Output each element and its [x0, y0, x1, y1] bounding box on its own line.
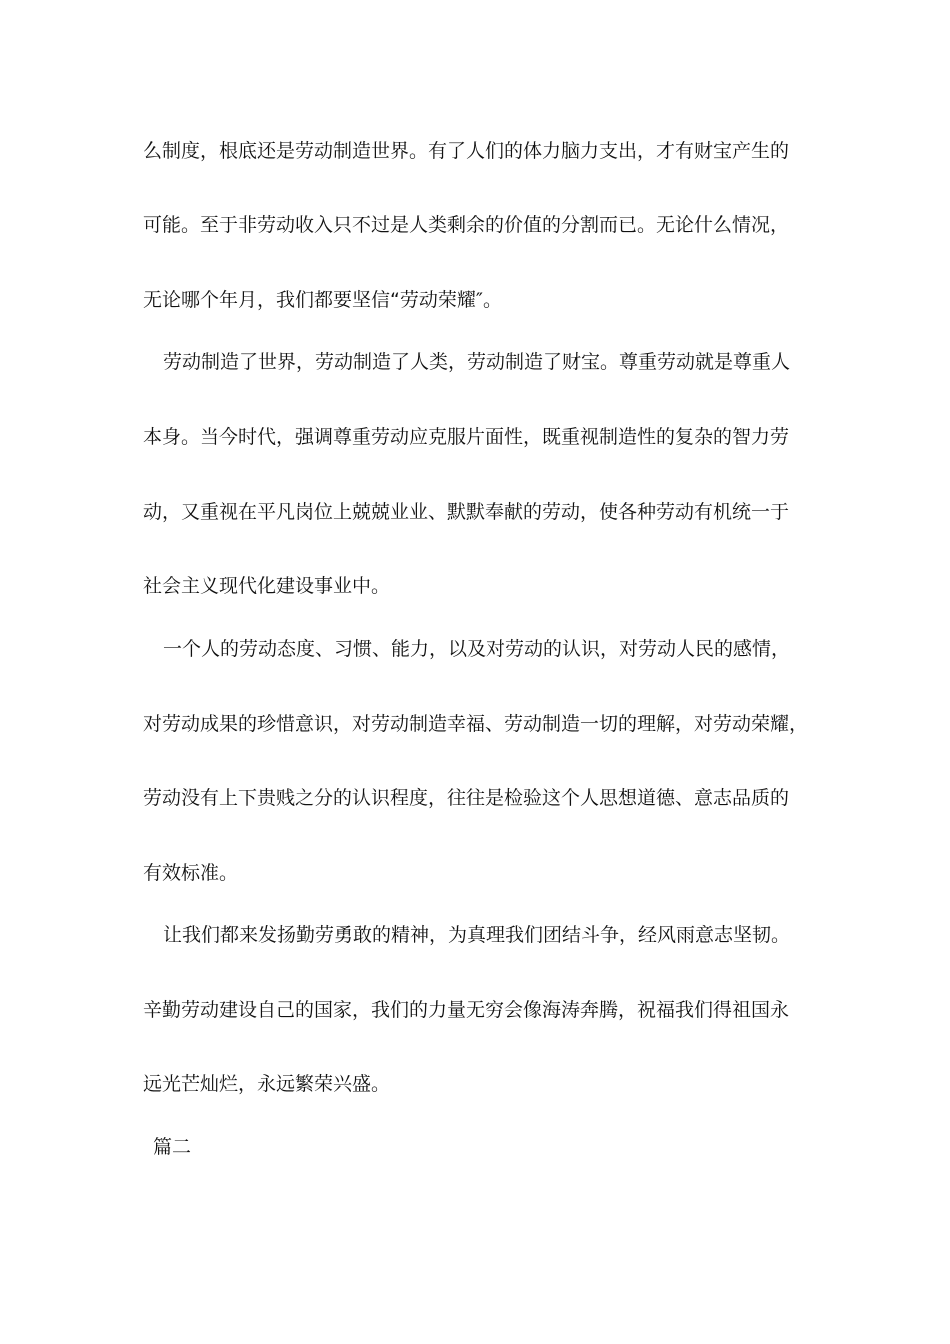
- paragraph-line: 让我们都来发扬勤劳勇敢的精神，为真理我们团结斗争，经风雨意志坚韧。: [163, 924, 791, 946]
- paragraph-line: 一个人的劳动态度、习惯、能力，以及对劳动的认识，对劳动人民的感情，: [163, 638, 791, 660]
- paragraph-line: 有效标准。: [143, 862, 239, 884]
- paragraph-line: 么制度，根底还是劳动制造世界。有了人们的体力脑力支出，才有财宝产生的: [143, 140, 790, 162]
- paragraph-line: 社会主义现代化建设事业中。: [143, 575, 391, 597]
- section-heading: 篇二: [153, 1136, 192, 1158]
- paragraph-line: 远光芒灿烂，永远繁荣兴盛。: [143, 1073, 391, 1095]
- paragraph-line: 辛勤劳动建设自己的国家，我们的力量无穷会像海涛奔腾，祝福我们得祖国永: [143, 999, 790, 1021]
- paragraph-line: 无论哪个年月，我们都要坚信“劳动荣耀″。: [143, 289, 502, 311]
- paragraph-line: 本身。当今时代，强调尊重劳动应克服片面性，既重视制造性的复杂的智力劳: [143, 426, 790, 448]
- paragraph-line: 对劳动成果的珍惜意识，对劳动制造幸福、劳动制造一切的理解，对劳动荣耀，: [143, 713, 809, 735]
- paragraph-line: 劳动制造了世界，劳动制造了人类，劳动制造了财宝。尊重劳动就是尊重人: [163, 351, 791, 373]
- paragraph-line: 劳动没有上下贵贱之分的认识程度，往往是检验这个人思想道德、意志品质的: [143, 787, 790, 809]
- paragraph-line: 动，又重视在平凡岗位上兢兢业业、默默奉献的劳动，使各种劳动有机统一于: [143, 501, 790, 523]
- paragraph-line: 可能。至于非劳动收入只不过是人类剩余的价值的分割而已。无论什么情况，: [143, 214, 790, 236]
